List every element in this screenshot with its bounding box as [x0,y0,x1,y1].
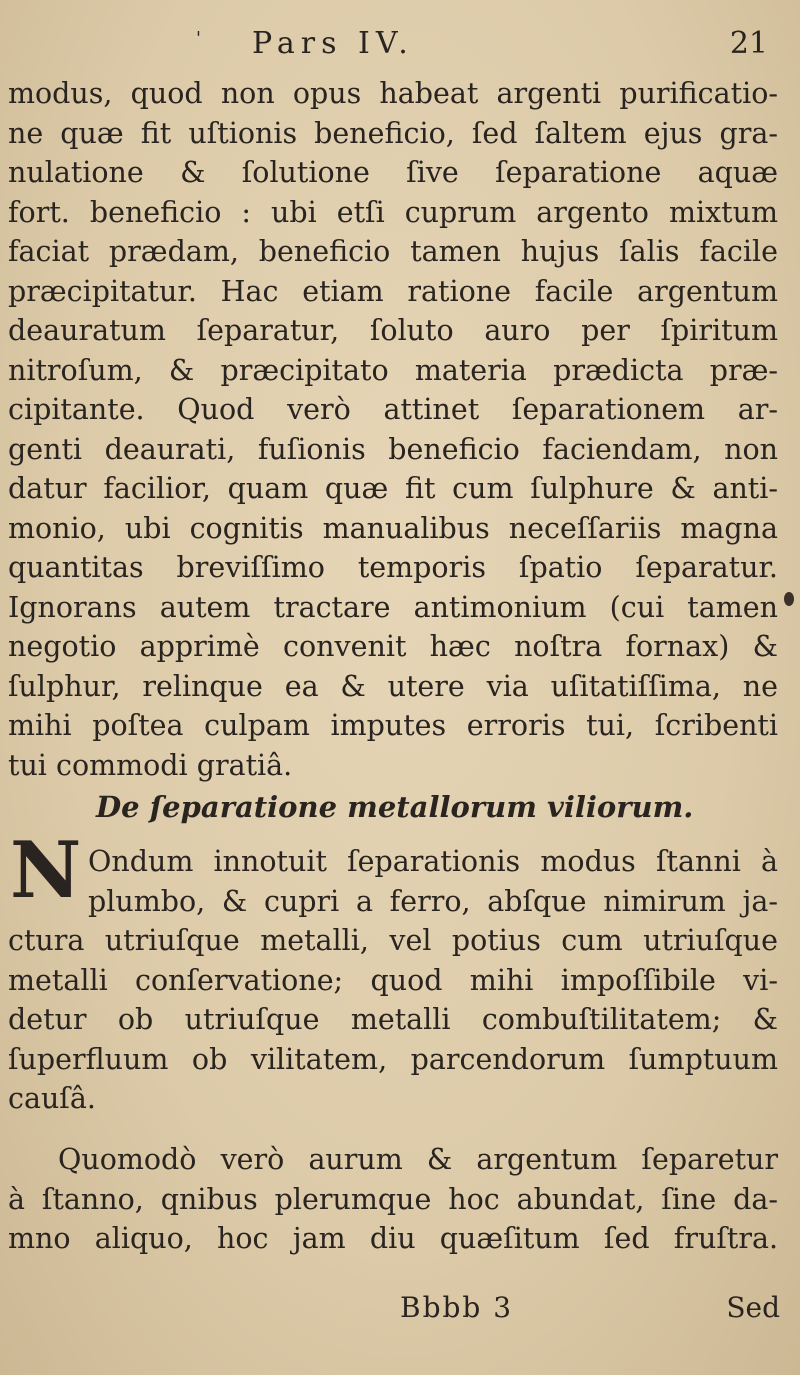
text-line: ſulphur, relinque ea & utere via uſitatiſſima, ne [8,669,778,703]
header-mark: ' [196,28,207,49]
text-line: à ſtanno, qnibus plerumque hoc abundat, ſine da- [8,1182,778,1216]
paragraph-2 [8,842,778,1119]
drop-cap: N [10,825,82,916]
text-line: genti deaurati, fuſionis beneficio faciendam, non [8,432,778,466]
text-line: cauſâ. [8,1082,96,1115]
paragraph-3 [8,1140,778,1259]
text-line: plumbo, & cupri a ferro, abſque nimirum ja- [88,884,778,918]
text-line: mno aliquo, hoc jam diu quæſitum ſed fruſtra. [8,1222,778,1255]
text-line: metalli conſervatione; quod mihi impoſſibile vi- [8,963,778,997]
page-number: 21 [729,26,768,61]
signature-mark: Bbbb 3 [400,1291,514,1324]
catchword: Sed [726,1291,780,1324]
text-line: quantitas breviſſimo temporis ſpatio ſeparatur. [8,551,778,584]
text-line: faciat prædam, beneficio tamen hujus ſalis facile [8,235,778,268]
text-line: monio, ubi cognitis manualibus neceſſariis magna [8,511,778,545]
text-line: modus, quod non opus habeat argenti purificatio- [8,77,778,110]
text-line: negotio apprimè convenit hæc noſtra fornax) & [8,630,778,663]
paragraph-1 [8,74,778,785]
running-title: Pars IV. [252,26,414,61]
text-line: tui commodi gratiâ. [8,748,293,782]
text-line: nitroſum, & præcipitato materia prædicta præ- [8,353,778,387]
text-line: cipitante. Quod verò attinet ſeparationem ar- [8,393,778,426]
text-line: datur facilior, quam quæ fit cum ſulphure & anti- [8,472,778,505]
running-header [0,26,800,66]
section-heading: De ſeparatione metallorum viliorum. [96,790,694,824]
text-line: Quomodò verò aurum & argentum ſeparetur [58,1143,778,1176]
text-line: mihi poſtea culpam imputes erroris tui, ſcribenti [8,709,778,742]
text-line: Ignorans autem tractare antimonium (cui tamen [8,590,778,624]
text-line: detur ob utriuſque metalli combuſtilitatem; & [8,1003,778,1036]
margin-dot [784,592,794,606]
text-line: ſuperfluum ob vilitatem, parcendorum ſumptuum [8,1042,778,1076]
text-line: præcipitatur. Hac etiam ratione facile argentum [8,274,778,308]
text-line: ctura utriuſque metalli, vel potius cum utriuſque [8,924,778,957]
text-line: nulatione & ſolutione ſive ſeparatione aquæ [8,156,778,189]
text-line: ne quæ fit uſtionis beneficio, ſed ſaltem ejus gra- [8,116,778,150]
text-line: Ondum innotuit ſeparationis modus ſtanni à [88,845,778,878]
text-line: deauratum ſeparatur, ſoluto auro per ſpiritum [8,314,778,347]
text-line: fort. beneficio : ubi etſi cuprum argento mixtum [8,195,778,229]
